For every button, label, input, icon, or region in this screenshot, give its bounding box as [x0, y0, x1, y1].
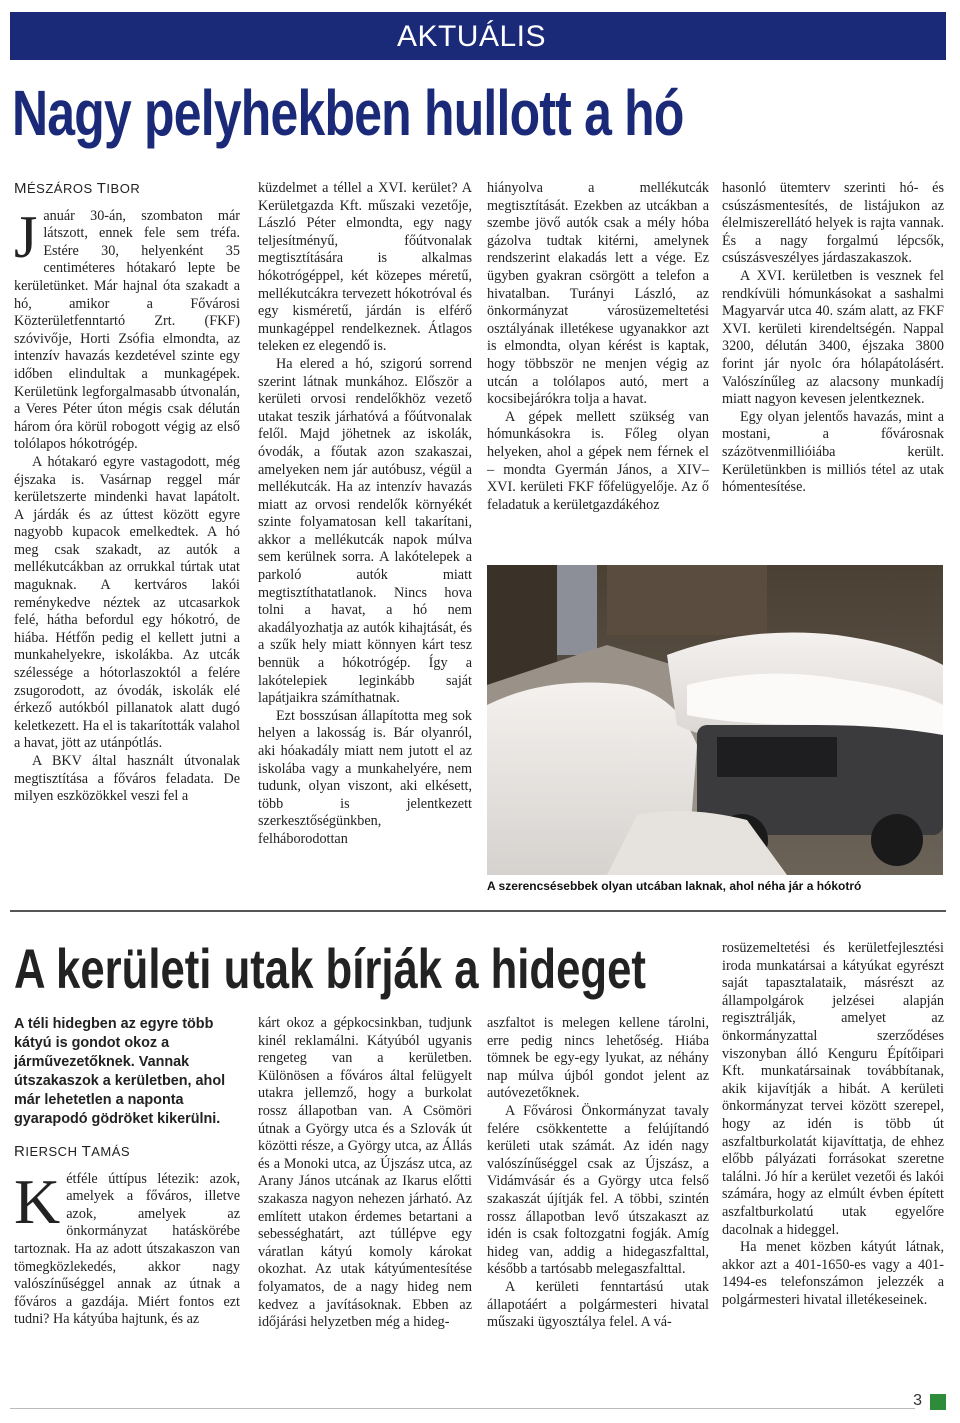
paragraph: Január 30-án, szombaton már látszott, ennek fele sem tréfa. Estére 30, helyenként 35 centiméteres hótakaró lepte be kerületünket. Már hajnal óta szakadt a hó, amikor a Fővárosi Közterületfenntartó Zrt. (FKF) szóvivője, Horti Zsófia elmondta, az intenzív havazás kezdetével szinte egy időben elindultak a munkagépek. Kerületünk legforgalmasabb útvonalán, a Veres Péter úton mégis csak délután három óra körül robogott végig az első tolólapos hókotrógép. [14, 203, 240, 453]
paragraph: hasonló ütemterv szerinti hó- és csúszásmentesítés, de listájukon az élelmiszerellátó helyek is rajta vannak. És a nagy forgalmú lépcsők, csúszásveszélyes járdaszakaszok. [722, 180, 944, 267]
paragraph: A XVI. kerületben is vesznek fel rendkívüli hómunkásokat a sashalmi Magyarvár utca 40. szám alatt, az FKF XVI. kerületi kirendeltségén. Nappal 3200, délután 3400, éjszaka 3800 forint jár nyolc óra hólapátolásért. Valószínűleg az alacsony munkadíj miatt nagyon kevesen jelentkeznek. [722, 267, 944, 408]
page-marker-square [930, 1394, 946, 1410]
drop-cap: K [14, 1165, 61, 1237]
article2-column-1 [14, 1015, 240, 1329]
article2-lead: A téli hidegben az egyre több kátyú is gondot okoz a járművezetőknek. Vannak útszakaszok a kerületben, ahol már lehetetlen a naponta gyarapodó gödröket kikerülni. [14, 1016, 226, 1127]
paragraph: küzdelmet a téllel a XVI. kerület? A Kerületgazda Kft. műszaki vezetője, László Péter elmondta, egy nagy teljesítményű, főútvonalak megtisztítására is alkalmas hókotrógéppel, két közepes méretű, mellékutcákra tervezett hókotróval és egy kisméretű, járdán is elférő munkagéppel rendelkeznek. Átlagos teleken ez elegendő is. [258, 180, 472, 355]
article1-column-1 [14, 180, 240, 806]
paragraph: hiányolva a mellékutcák megtisztítását. Ezekben az utcákban a szembe jövő autók csak a mély hóba gázolva tudtak kitérni, amelynek rendszerint elakadás lett a vége. Ez ügyben gyakran csörgött a telefon a hivatalban. Turányi László, az önkormányzat városüzemeltetési osztályának illetékese ugyanakkor azt is elmondta, olyan kérést is kaptak, hogy többször ne menjen végig az utcán a tolólapos autó, mert a kocsibejárókra tolja a havat. [487, 180, 709, 408]
paragraph: A hótakaró egyre vastagodott, még éjszaka is. Vasárnap reggel már kerületszerte mindenki havat lapátolt. A járdák és az úttest között egyre nagyobb kupacok emelkedtek. A hó meg csak szakadt, az autók a mellékutcákban az orrukkal túrtak utat maguknak. A kertváros lakói reménykedve néztek az utcasarkok felé, hátha befordul egy hókotró, de hiába. Hétfőn pedig el kellett jutni a munkahelyekre, iskolákba. Az utcák szélessége a hótorlaszoktól a felére zsugorodott, az óvodák, iskolák elé érkező autókból pillanatok alatt dugó keletkezett. Ha el is takarították valahol a havat, jött az utánpótlás. [14, 453, 240, 752]
author-byline: MÉSZÁROS TIBOR [14, 180, 141, 197]
section-header [10, 12, 946, 60]
article2-headline: A kerületi utak bírják a hideget [14, 937, 646, 1000]
article-divider [10, 910, 946, 912]
paragraph: Ha menet közben kátyút látnak, akkor azt a 401-1650-es vagy a 401-1494-es telefonszámon jelezzék a polgármesteri hivatal illetékeseinek. [722, 1239, 944, 1308]
snow-street-photo [487, 565, 943, 875]
article2-column-4 [722, 940, 944, 1309]
article2-column-3 [487, 1015, 709, 1332]
article1-column-3 [487, 180, 709, 514]
article1-column-4 [722, 180, 944, 497]
article1-column-2 [258, 180, 472, 849]
page-number: 3 [913, 1392, 922, 1409]
article2-column-2 [258, 1015, 472, 1332]
paragraph: A kerületi fenntartású utak állapotáért a polgármesteri hivatal műszaki ügyosztálya felel. A vá- [487, 1278, 709, 1331]
paragraph: Ha elered a hó, szigorú sorrend szerint látnak munkához. Először a kerületi orvosi rendelőkhöz vezető utakat teszik járhatóvá a főútvonalak felől. Majd jöhetnek az iskolák, óvodák, a főutak azon szakaszai, amelyeken nem jár autóbusz, végül a mellékutcák. Ha az intenzív havazás miatt az orvosi rendelők környékét szinte folyamatosan kell takarítani, akkor a mellékutcák napok múlva sem kerülnek sorra. A lakótelepek a parkoló autók miatt megtisztíthatatlanok. Nincs hova tolni a havat, a hó nem akadályozhatja az autók kihajtását, és a szűk hely miatt könnyen kárt tesz bennük a hókotrógép. Így a lakótelepiek leginkább saját lapátjaikra számíthatnak. [258, 355, 472, 707]
paragraph: A BKV által használt útvonalak megtisztítása a főváros feladata. De milyen eszközökkel veszi fel a [14, 753, 240, 805]
paragraph: Kétféle úttípus létezik: azok, amelyek a főváros, illetve azok, amelyek az önkormányzat hatáskörébe tartoznak. Ha az adott útszakaszon van tömegközlekedés, akkor nagy valószínűséggel annak az útnak a főváros a gazdája. Miért fontos ezt tudni? Ha kátyúba hajtunk, és az [14, 1165, 240, 1328]
author-byline: RIERSCH TAMÁS [14, 1143, 131, 1160]
paragraph: A gépek mellett szükség van hómunkásokra is. Főleg olyan helyeken, ahol a gépek nem férnek el – mondta Gyermán János, a XIV–XVI. kerületi FKF főfelügyelője. Az ő feladatuk a kerületgazdákéhoz [487, 408, 709, 513]
paragraph: A Fővárosi Önkormányzat tavaly felére csökkentette a felújítandó kerületi utak számát. Az idén nagy valószínűséggel csak az Újszász, a Vidámvásár és a György utca felső szakaszát újítják fel. A többi, szintén rossz állapotban levő útszakaszt az idén is csak foltozgatni fogják. Amíg hideg van, addig a hidegaszfalttal, később a tartósabb melegaszfalttal. [487, 1102, 709, 1278]
drop-cap: J [14, 203, 38, 270]
footer-rule [10, 1408, 915, 1409]
paragraph: Ezt bosszúsan állapította meg sok helyen a lakosság is. Bár olyanról, aki hóakadály miatt nem jutott el az iskolába vagy a munkahelyére, nem tudunk, olyan viszont, aki elkésett, több is jelentkezett szerkesztőségünkben, felháborodottan [258, 707, 472, 847]
paragraph: kárt okoz a gépkocsinkban, tudjunk kinél reklamálni. Kátyúból ugyanis rengeteg van a kerületben. Különösen a főváros által felügyelt utakra jellemző, hogy a burkolat rossz állapotban van. A Csömöri útnak a György utca és a Szlovák út közötti része, a György utca, az Állás és a Monoki utca, az Újszász utca, az Arany János utcának az Ikarus előtti szakasza nagyon nehezen járható. Az említett utakon érdemes betartani a sebességhatárt, azt túllépve egy váratlan kátyú komoly károkat okozhat. Az utak kátyúmentesítése folyamatos, de a nagy hideg nem kedvez a javításoknak. Ebben az időjárási helyzetben még a hideg- [258, 1015, 472, 1331]
photo-caption: A szerencsésebbek olyan utcában laknak, ahol néha jár a hókotró [487, 879, 862, 893]
article-headline: Nagy pelyhekben hullott a hó [12, 77, 684, 149]
paragraph: rosüzemeltetési és kerületfejlesztési iroda munkatársai a kátyúkat egyrészt saját tapasztalataik, másrészt az állampolgárok jelzései alapján regisztrálják, amelyet az önkormányzattal szerződéses viszonyban álló Kenguru Építőipari Kft. munkatársainak továbbítanak, akik kijavítják a hibát. A kerületi önkormányzat tervei között szerepel, hogy az idén is több út aszfaltburkolatát kijavíttatja, de ehhez előbb pályázati forrásokat szeretne találni. Jó hír a kerület vezetői és lakói számára, hogy az elmúlt évben épített aszfaltburkolatú utak egyelőre dacolnak a hideggel. [722, 940, 944, 1238]
paragraph: Egy olyan jelentős havazás, mint a mostani, a fővárosnak százötvenmillióiába került. Kerületünkben is milliós tétel az utak hómentesítése. [722, 408, 944, 496]
paragraph: aszfaltot is melegen kellene tárolni, erre pedig nincs lehetőség. Hiába tömnek be egy-egy lyukat, az néhány nap múlva újból gondot jelent az autóvezetőknek. [487, 1015, 709, 1102]
section-label: AKTUÁLIS [396, 20, 546, 53]
